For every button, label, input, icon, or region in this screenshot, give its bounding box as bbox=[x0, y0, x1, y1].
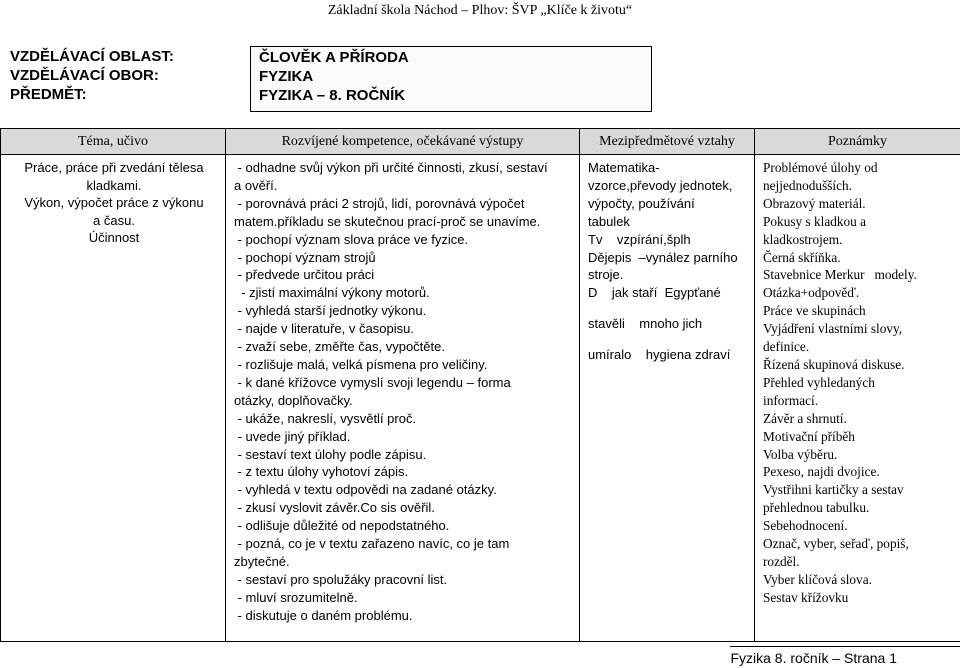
text-line: Pokusy s kladkou a bbox=[763, 213, 867, 229]
curriculum-table bbox=[0, 128, 960, 642]
footer-rule bbox=[730, 646, 960, 647]
table-header-row bbox=[1, 129, 960, 155]
text-line: Dějepis –vynález parního bbox=[588, 249, 738, 265]
text-line: - předvede určitou práci bbox=[234, 267, 375, 283]
text-line: Sestav křížovku bbox=[763, 589, 849, 605]
text-line: stroje. bbox=[588, 267, 624, 283]
text-line: Sebehodnocení. bbox=[763, 518, 848, 534]
text-line: a času. bbox=[93, 212, 135, 228]
text-line: Matematika- bbox=[588, 160, 660, 175]
topic-cell bbox=[1, 155, 226, 642]
cross-relations-cell bbox=[580, 155, 755, 642]
text-line: - zjistí maximální výkony motorů. bbox=[234, 285, 430, 301]
text-line: - sestaví text úlohy podle zápisu. bbox=[234, 446, 427, 462]
text-line: Práce ve skupinách bbox=[763, 303, 866, 319]
text-line: přehlednou tabulku. bbox=[763, 500, 870, 516]
competences-cell bbox=[226, 155, 580, 642]
label-field: VZDĚLÁVACÍ OBOR: bbox=[10, 67, 159, 84]
text-line: Motivační příběh bbox=[763, 428, 855, 444]
text-line: matem.příkladu se skutečnou prací-proč se unavíme. bbox=[234, 213, 541, 229]
text-line: umíralo hygiena zdraví bbox=[588, 347, 731, 363]
text-line: tabulek bbox=[588, 213, 630, 229]
text-line: Volba výběru. bbox=[763, 446, 838, 462]
text-line: Problémové úlohy od bbox=[763, 160, 878, 175]
table-row bbox=[1, 155, 960, 642]
text-line: otázky, doplňovačky. bbox=[234, 392, 353, 408]
text-line: - diskutuje o daném problému. bbox=[234, 607, 413, 623]
value-subject: FYZIKA – 8. ROČNÍK bbox=[259, 87, 406, 104]
text-line: - z textu úlohy vyhotoví zápis. bbox=[234, 464, 409, 480]
text-line: D jak staří Egypťané bbox=[588, 285, 721, 301]
text-line: Výkon, výpočet práce z výkonu bbox=[24, 195, 204, 210]
text-line: informací. bbox=[763, 392, 819, 408]
text-line: - mluví srozumitelně. bbox=[234, 589, 358, 605]
header-competences: Rozvíjené kompetence, očekávané výstupy bbox=[226, 129, 580, 155]
text-line: - odlišuje důležité od nepodstatného. bbox=[234, 518, 450, 534]
text-line: stavěli mnoho jich bbox=[588, 316, 703, 332]
text-line: - k dané křížovce vymyslí svoji legendu – forma bbox=[234, 374, 511, 390]
text-line: - najde v literatuře, v časopisu. bbox=[234, 321, 414, 337]
text-line: - pozná, co je v textu zařazeno navíc, co je tam bbox=[234, 536, 510, 552]
info-values bbox=[259, 48, 409, 105]
text-line: Účinnost bbox=[88, 230, 140, 245]
text-line bbox=[588, 333, 748, 346]
text-line: Řízená skupinová diskuse. bbox=[763, 356, 905, 372]
text-line: Pexeso, najdi dvojice. bbox=[763, 464, 880, 480]
text-line: Vystřihni kartičky a sestav bbox=[763, 482, 904, 498]
info-labels bbox=[10, 47, 174, 104]
text-line: kladkostrojem. bbox=[763, 231, 843, 247]
text-line: Práce, práce při zvedání tělesa bbox=[24, 160, 204, 175]
text-line: Vyjádření vlastními slovy, bbox=[763, 321, 903, 337]
text-line: - odhadne svůj výkon při určité činnosti, zkusí, sestaví bbox=[234, 160, 548, 175]
text-line: a ověří. bbox=[234, 177, 278, 193]
topic-list bbox=[1, 155, 225, 247]
text-line: - rozlišuje malá, velká písmena pro veličiny. bbox=[234, 356, 488, 372]
notes-list bbox=[755, 155, 960, 607]
text-line: - pochopí význam slova práce ve fyzice. bbox=[234, 231, 469, 247]
text-line: - sestaví pro spolužáky pracovní list. bbox=[234, 571, 448, 587]
text-line: definice. bbox=[763, 339, 810, 355]
header-notes: Poznámky bbox=[755, 129, 960, 155]
header-cross-relations: Mezipředmětové vztahy bbox=[580, 129, 755, 155]
text-line: Obrazový materiál. bbox=[763, 195, 866, 211]
page-footer: Fyzika 8. ročník – Strana 1 bbox=[730, 650, 897, 666]
cross-relations-list bbox=[580, 155, 754, 364]
document-header: Základní škola Náchod – Plhov: ŠVP „Klíče k životu“ bbox=[327, 3, 633, 18]
competences-list bbox=[226, 155, 579, 625]
text-line: Stavebnice Merkur modely. bbox=[763, 267, 917, 283]
text-line: Otázka+odpověď. bbox=[763, 285, 860, 301]
value-area: ČLOVĚK A PŘÍRODA bbox=[259, 49, 409, 66]
text-line: Označ, vyber, seřaď, popiš, bbox=[763, 536, 909, 552]
value-field: FYZIKA bbox=[259, 68, 314, 85]
text-line: - zvaží sebe, změřte čas, vypočtěte. bbox=[234, 339, 445, 355]
text-line: Vyber klíčová slova. bbox=[763, 571, 872, 587]
text-line: kladkami. bbox=[86, 177, 142, 193]
text-line: - uvede jiný příklad. bbox=[234, 428, 351, 444]
text-line: - ukáže, nakreslí, vysvětlí proč. bbox=[234, 410, 417, 426]
text-line: - zkusí vyslovit závěr.Co sis ověřil. bbox=[234, 500, 435, 516]
text-line: Přehled vyhledaných bbox=[763, 374, 875, 390]
label-area: VZDĚLÁVACÍ OBLAST: bbox=[10, 48, 174, 65]
text-line: Černá skříňka. bbox=[763, 249, 841, 265]
text-line: zbytečné. bbox=[234, 553, 290, 569]
text-line: - pochopí význam strojů bbox=[234, 249, 376, 265]
text-line: Závěr a shrnutí. bbox=[763, 410, 847, 426]
text-line: - vyhledá v textu odpovědi na zadané otázky. bbox=[234, 482, 497, 498]
text-line: - porovnává práci 2 strojů, lidí, porovnává výpočet bbox=[234, 195, 525, 211]
text-line: - vyhledá starší jednotky výkonu. bbox=[234, 303, 427, 319]
text-line: Tv vzpírání,šplh bbox=[588, 231, 691, 247]
header-topic: Téma, učivo bbox=[1, 129, 226, 155]
notes-cell bbox=[755, 155, 960, 642]
text-line bbox=[588, 302, 748, 315]
label-subject: PŘEDMĚT: bbox=[10, 86, 87, 103]
text-line: výpočty, používání bbox=[588, 195, 695, 211]
text-line: rozděl. bbox=[763, 553, 800, 569]
text-line: nejjednodušších. bbox=[763, 177, 853, 193]
text-line: vzorce,převody jednotek, bbox=[588, 177, 733, 193]
